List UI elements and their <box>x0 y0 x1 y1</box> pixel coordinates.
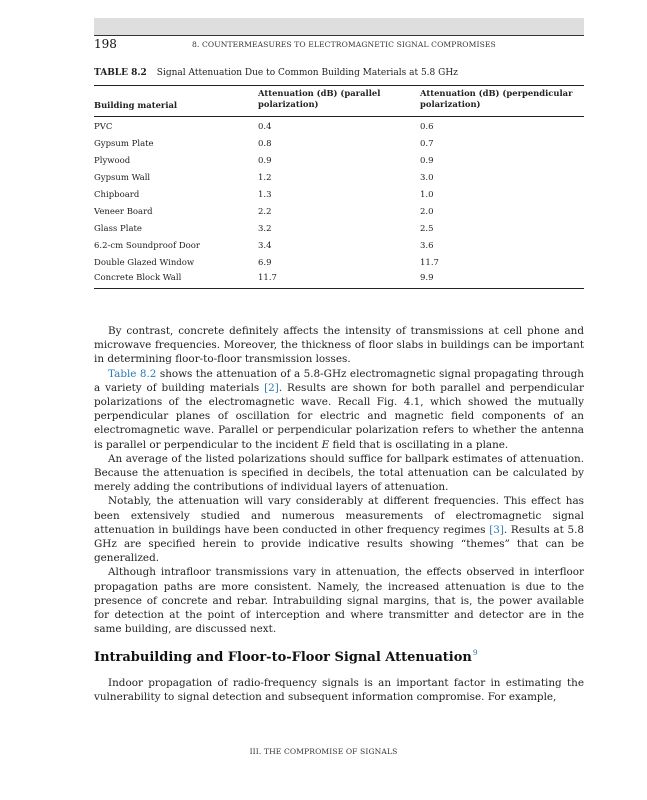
page-top-band <box>94 18 584 35</box>
cell-parallel: 0.9 <box>258 156 272 166</box>
cell-perpendicular: 3.6 <box>420 241 434 251</box>
cell-material: Plywood <box>94 156 131 166</box>
cell-perpendicular: 0.7 <box>420 139 434 149</box>
cell-material: Gypsum Plate <box>94 139 154 149</box>
cell-parallel: 0.8 <box>258 139 272 149</box>
column-header-parallel: Attenuation (dB) (parallel polarization) <box>258 88 381 109</box>
section-body <box>94 676 584 704</box>
paragraph: Table 8.2 shows the attenuation of a 5.8-GHz electromagnetic signal propagating through a variety of building materials [2]. Results are shown for both parallel and perpendicular polarizations of the electromagnetic wave. Recall Fig. 4.1, which showed the mutually perpendicular planes of oscillation for electric and magnetic field components of an electromagnetic wave. Parallel or perpendicular polarization refers to whether the antenna is parallel or perpendicular to the incident E field that is oscillating in a plane. <box>94 367 584 451</box>
paragraph: Although intrafloor transmissions vary in attenuation, the effects observed in interfloor propagation paths are more consistent. Namely, the increased attenuation is due to the presence of concrete and rebar. Intrabuilding signal margins, that is, the power available for detection at the point of interception and where transmitter and detector are in the same building, are discussed next. <box>94 566 584 636</box>
table-caption <box>94 68 458 78</box>
cell-parallel: 11.7 <box>258 273 277 283</box>
body-text <box>94 324 584 636</box>
table-row <box>94 190 584 206</box>
cell-perpendicular: 2.5 <box>420 224 434 234</box>
cell-parallel: 1.2 <box>258 173 272 183</box>
table-row <box>94 273 584 289</box>
table-row <box>94 241 584 257</box>
cell-perpendicular: 0.9 <box>420 156 434 166</box>
column-header-perpendicular: Attenuation (dB) (perpendicular polarization) <box>420 88 573 109</box>
table-row <box>94 122 584 138</box>
cell-parallel: 3.2 <box>258 224 272 234</box>
table-row <box>94 156 584 172</box>
paragraph: Notably, the attenuation will vary considerably at different frequencies. This effect has been extensively studied and numerous measurements of electromagnetic signal attenuation in buildings have been conducted in other frequency regimes [3]. Results at 5.8 GHz are specified herein to provide indicative results showing “themes” that can be generalized. <box>94 495 585 565</box>
cell-perpendicular: 0.6 <box>420 122 434 132</box>
cell-perpendicular: 1.0 <box>420 190 434 200</box>
cell-material: Glass Plate <box>94 224 142 234</box>
table-label: TABLE 8.2 <box>94 68 147 78</box>
column-header-material: Building material <box>94 100 178 110</box>
cell-material: Gypsum Wall <box>94 173 151 183</box>
table-row <box>94 139 584 155</box>
table-caption-text: Signal Attenuation Due to Common Building Materials at 5.8 GHz <box>156 68 458 78</box>
cell-material: Veneer Board <box>94 207 153 217</box>
table-header-rule <box>94 116 584 117</box>
citation-link[interactable]: [3] <box>489 523 504 536</box>
table-bottom-rule <box>94 288 584 289</box>
cell-material: 6.2-cm Soundproof Door <box>94 241 200 251</box>
cell-parallel: 0.4 <box>258 122 272 132</box>
cell-parallel: 3.4 <box>258 241 272 251</box>
running-head: 8. COUNTERMEASURES TO ELECTROMAGNETIC SIGNAL COMPROMISES <box>192 40 496 49</box>
section-heading-text: Intrabuilding and Floor-to-Floor Signal Attenuation <box>94 650 472 665</box>
table-top-rule <box>94 85 584 86</box>
cell-parallel: 1.3 <box>258 190 272 200</box>
cell-parallel: 2.2 <box>258 207 272 217</box>
paragraph: An average of the listed polarizations should suffice for ballpark estimates of attenuation. Because the attenuation is specified in decibels, the total attenuation can be calculated by merely adding the contributions of individual layers of attenuation. <box>94 452 584 494</box>
cell-material: Concrete Block Wall <box>94 273 182 283</box>
section-heading <box>94 648 478 665</box>
paragraph: Indoor propagation of radio-frequency signals is an important factor in estimating the vulnerability to signal detection and subsequent information compromise. For example, <box>94 677 584 704</box>
cell-parallel: 6.9 <box>258 258 272 268</box>
cell-material: Chipboard <box>94 190 140 200</box>
table-row <box>94 224 584 240</box>
header-rule <box>94 35 584 36</box>
citation-link[interactable]: [2] <box>264 381 279 394</box>
cell-perpendicular: 9.9 <box>420 273 434 283</box>
table-row <box>94 207 584 223</box>
table-row <box>94 258 584 274</box>
table-row <box>94 173 584 189</box>
cell-material: PVC <box>94 122 113 132</box>
cell-perpendicular: 3.0 <box>420 173 434 183</box>
page-number: 198 <box>94 37 117 51</box>
cell-perpendicular: 2.0 <box>420 207 434 217</box>
cell-material: Double Glazed Window <box>94 258 195 268</box>
table-link[interactable]: Table 8.2 <box>108 367 157 380</box>
footnote-marker[interactable]: 9 <box>472 648 478 657</box>
cell-perpendicular: 11.7 <box>420 258 439 268</box>
paragraph: By contrast, concrete definitely affects the intensity of transmissions at cell phone and microwave frequencies. Moreover, the thickness of floor slabs in buildings can be important in determining floor-to-floor transmission losses. <box>94 325 584 366</box>
page-footer: III. THE COMPROMISE OF SIGNALS <box>249 747 398 756</box>
